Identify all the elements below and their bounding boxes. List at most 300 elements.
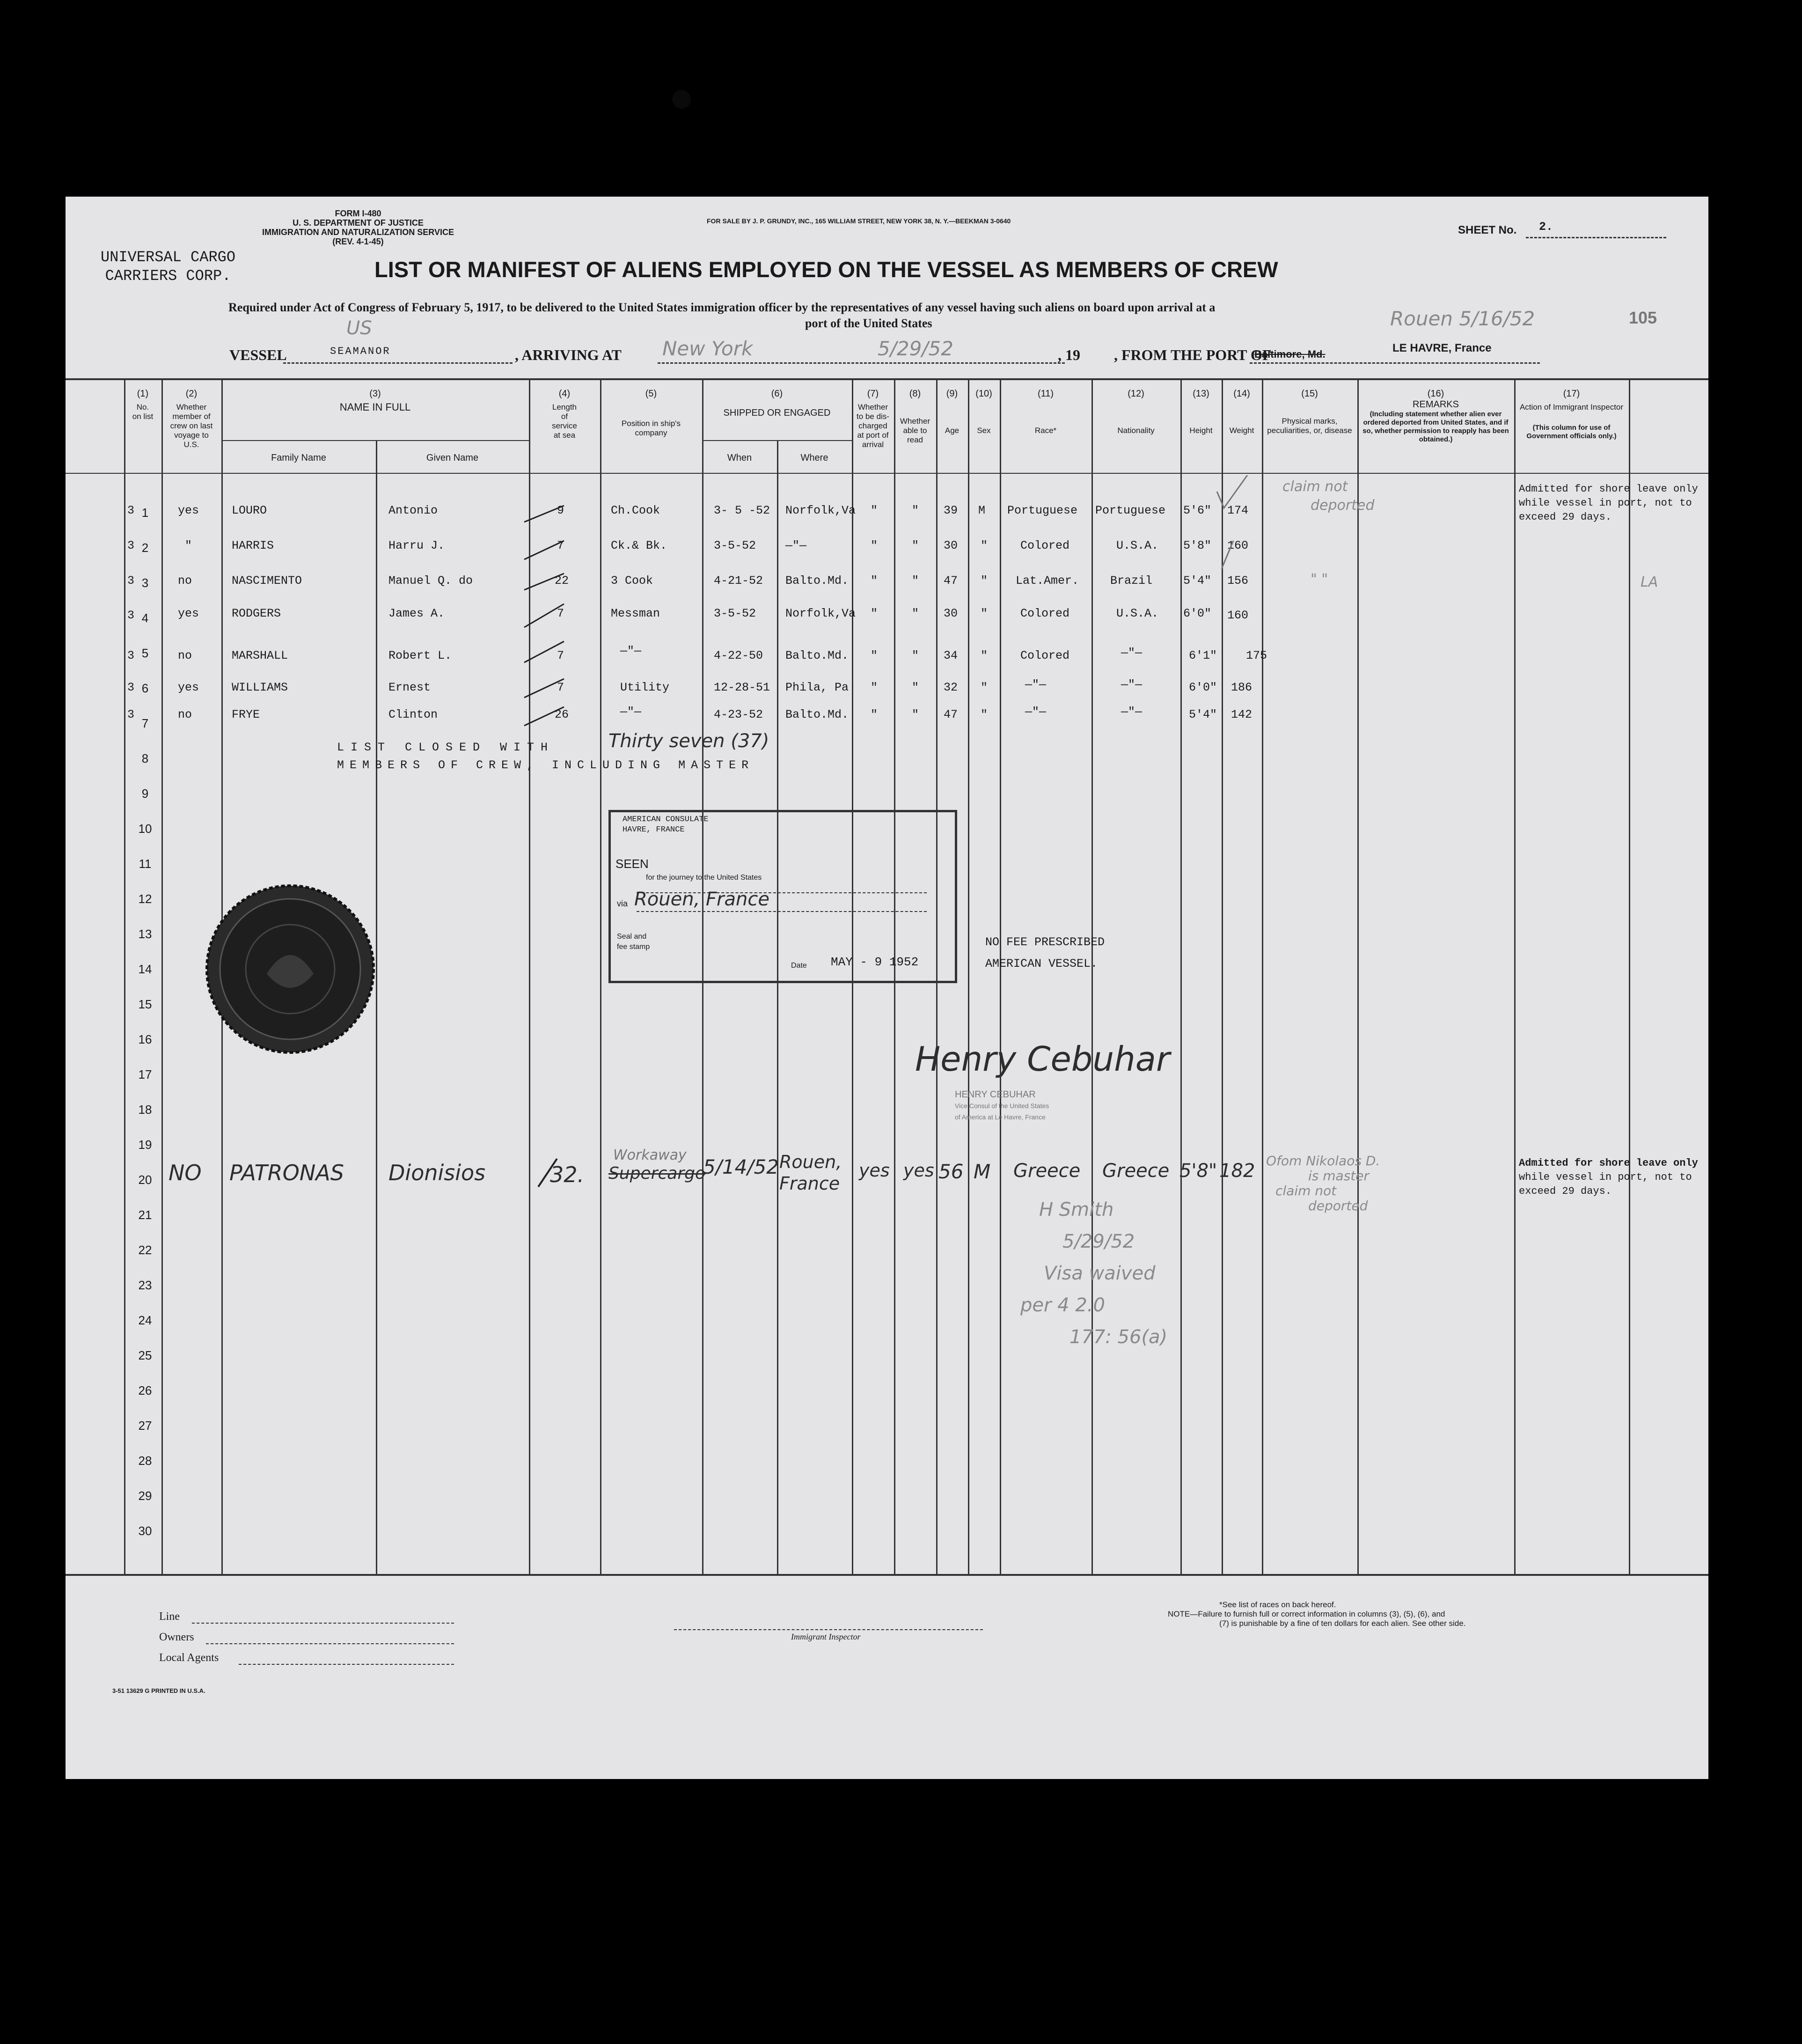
col-16-num: (16) — [1427, 389, 1444, 399]
position: —"— — [620, 705, 642, 719]
sex: M — [974, 1160, 991, 1183]
race: Colored — [1020, 539, 1070, 552]
footer-note-2: (7) is punishable by a fine of ten dollars for each alien. See other side. — [1219, 1619, 1466, 1628]
discharged: " — [871, 574, 878, 588]
col-10-num: (10) — [975, 389, 992, 399]
subtitle-line-2: port of the United States — [805, 316, 932, 330]
subheader-rule — [221, 440, 529, 441]
action-row20-line2: while vessel in port, not to — [1519, 1171, 1692, 1183]
race: —"— — [1025, 678, 1047, 691]
prev-voyage: yes — [178, 504, 199, 517]
age: 30 — [944, 539, 958, 552]
action-row20-line3: exceed 29 days. — [1519, 1185, 1612, 1197]
pencil-ticks-row3: " " — [1311, 571, 1328, 588]
able-to-read: yes — [903, 1160, 934, 1181]
consulate-journey: for the journey to the United States — [646, 874, 762, 882]
row-number: 18 — [138, 1103, 152, 1117]
races-note: *See list of races on back hereof. — [1219, 1600, 1336, 1609]
sheet-no-line — [1526, 237, 1666, 238]
pencil-note-row20-c: claim not — [1275, 1183, 1337, 1198]
pencil-note-row20-b: is master — [1308, 1168, 1370, 1184]
from-port-struck: Baltimore, Md. — [1254, 348, 1326, 360]
position: Ck.& Bk. — [611, 539, 667, 552]
from-port-hand: Rouen 5/16/52 — [1390, 307, 1535, 330]
col-13-title: Height — [1189, 426, 1213, 435]
height: 6'1" — [1189, 649, 1217, 662]
shipped-where: Balto.Md. — [785, 708, 849, 721]
consulate-via-line — [637, 911, 927, 912]
row-number: 26 — [138, 1383, 152, 1397]
shipped-where: Phila, Pa — [785, 681, 849, 694]
shipped-where-1: Rouen, — [779, 1152, 842, 1172]
year-label: , 19 — [1058, 346, 1080, 363]
sex: " — [981, 681, 988, 694]
col-2-num: (2) — [185, 389, 198, 399]
col-6-where: Where — [800, 453, 828, 463]
sex: " — [981, 539, 988, 552]
col-13-num: (13) — [1193, 389, 1209, 399]
from-label: , FROM THE PORT OF — [1114, 346, 1272, 363]
col-12-num: (12) — [1128, 389, 1144, 399]
printed-mark: 3-51 13629 G PRINTED IN U.S.A. — [112, 1687, 205, 1694]
able-to-read: " — [912, 504, 919, 517]
able-to-read: " — [912, 539, 919, 552]
col-8-title: Whether able to read — [900, 417, 930, 444]
inspector-sign-line — [674, 1629, 983, 1630]
row-number: 30 — [138, 1524, 152, 1538]
row-number: 17 — [138, 1067, 152, 1081]
row-number: 10 — [138, 822, 152, 836]
row-number: 15 — [138, 997, 152, 1011]
row-number: 2 — [141, 541, 149, 555]
weight: 160 — [1227, 609, 1249, 622]
arriving-port: New York — [662, 337, 753, 360]
row-number: 19 — [138, 1138, 152, 1152]
col-7-title: Whether to be dis-charged at port of arrival — [857, 403, 889, 449]
col-16-title: REMARKS — [1413, 399, 1459, 410]
consul-title-2: of America at Le Havre, France — [955, 1113, 1046, 1121]
col-10-title: Sex — [977, 426, 991, 435]
sex: " — [981, 574, 988, 588]
prev-voyage: NO — [168, 1160, 202, 1185]
row-number: 20 — [138, 1173, 152, 1187]
consulate-date: MAY - 9 1952 — [831, 955, 919, 969]
age: 39 — [944, 504, 958, 517]
col-3-given: Given Name — [426, 453, 479, 463]
position: Ch.Cook — [611, 504, 660, 517]
given-name: Ernest — [388, 681, 431, 694]
height: 5'8" — [1179, 1160, 1217, 1182]
row-prefix: 3 — [127, 504, 135, 517]
row-number: 5 — [141, 646, 149, 660]
col-1-num: (1) — [137, 389, 149, 399]
height: 5'4" — [1183, 574, 1212, 588]
header-bottom-rule — [66, 473, 1708, 474]
shipped-when: 3-5-52 — [714, 539, 756, 552]
action-row1-line3: exceed 29 days. — [1519, 511, 1612, 523]
age: 32 — [944, 681, 958, 694]
footer-agents-label: Local Agents — [159, 1652, 219, 1664]
shipped-when: 3- 5 -52 — [714, 504, 770, 517]
row-number: 24 — [138, 1313, 152, 1327]
height: 6'0" — [1183, 607, 1212, 620]
height: 5'6" — [1183, 504, 1212, 517]
col-17-note: (This column for use of Government officials only.) — [1526, 424, 1617, 440]
col-5-num: (5) — [645, 389, 657, 399]
col-rule — [161, 379, 163, 1575]
consul-typed-name: HENRY CEBUHAR — [955, 1089, 1036, 1100]
sheet-number: 2. — [1539, 220, 1553, 234]
row-number: 29 — [138, 1489, 152, 1503]
nationality: U.S.A. — [1116, 607, 1159, 620]
company-stamp-2: CARRIERS CORP. — [105, 267, 231, 285]
sex: " — [981, 649, 988, 662]
given-name: Robert L. — [388, 649, 452, 662]
row-number: 13 — [138, 927, 152, 941]
col-6-title: SHIPPED OR ENGAGED — [723, 408, 831, 418]
sea-service: 7 — [557, 607, 564, 620]
sex: " — [981, 607, 988, 620]
col-rule — [1091, 379, 1093, 1575]
col-2-title: Whether member of crew on last voyage to U.S. — [170, 403, 213, 449]
arriving-label: , ARRIVING AT — [515, 346, 622, 363]
list-closed-line1: LIST CLOSED WITH — [337, 741, 555, 754]
col-8-num: (8) — [909, 389, 921, 399]
top-hole — [672, 90, 691, 109]
row-prefix: 3 — [127, 539, 135, 552]
no-fee-line2: AMERICAN VESSEL. — [985, 957, 1098, 971]
col-rule — [1357, 379, 1359, 1575]
col-7-num: (7) — [867, 389, 879, 399]
given-name: James A. — [388, 607, 445, 620]
page-stamp: 105 — [1629, 308, 1657, 327]
prev-voyage: no — [178, 649, 192, 662]
list-closed-count: Thirty seven (37) — [608, 730, 769, 752]
weight: 175 — [1246, 649, 1267, 662]
col-rule — [1000, 379, 1001, 1575]
able-to-read: " — [912, 607, 919, 620]
weight: 160 — [1227, 539, 1249, 552]
family-name: RODGERS — [232, 607, 281, 620]
family-name: FRYE — [232, 708, 260, 721]
subheader-rule — [702, 440, 852, 441]
col-9-title: Age — [945, 426, 960, 435]
prev-voyage: no — [178, 574, 192, 588]
row-number: 7 — [141, 716, 149, 730]
col-rule — [1262, 379, 1263, 1575]
sea-service: 7 — [557, 539, 564, 552]
able-to-read: " — [912, 708, 919, 721]
consulate-via: via — [617, 899, 628, 908]
col-17-num: (17) — [1563, 389, 1580, 399]
row-number: 12 — [138, 892, 152, 906]
revision: (REV. 4-1-45) — [332, 237, 384, 246]
shipped-when: 12-28-51 — [714, 681, 770, 694]
discharged: " — [871, 607, 878, 620]
age: 47 — [944, 574, 958, 588]
nationality: Portuguese — [1095, 504, 1166, 517]
discharged: " — [871, 504, 878, 517]
nationality: —"— — [1121, 705, 1143, 719]
service-slash — [534, 1156, 562, 1189]
row-number: 9 — [141, 787, 149, 801]
given-name: Dionisios — [388, 1160, 486, 1185]
from-line — [1250, 362, 1540, 364]
seller-line: FOR SALE BY J. P. GRUNDY, INC., 165 WILLIAM STREET, NEW YORK 38, N. Y.—BEEKMAN 3-0640 — [707, 217, 1011, 225]
row-number: 21 — [138, 1208, 152, 1222]
subtitle-line-1: Required under Act of Congress of February 5, 1917, to be delivered to the United States immigration officer by the representatives of any vessel having such aliens on board upon arrival at a — [228, 301, 1216, 314]
discharged: yes — [859, 1160, 890, 1181]
given-name: Antonio — [388, 504, 438, 517]
row-number: 11 — [139, 857, 152, 871]
discharged: " — [871, 681, 878, 694]
shipped-where: Norfolk,Va — [785, 504, 856, 517]
position-struck: Supercargo — [608, 1164, 705, 1183]
col-3-family: Family Name — [271, 453, 326, 463]
inspector-initials: H Smith — [1039, 1199, 1114, 1221]
race: —"— — [1025, 705, 1047, 719]
height: 6'0" — [1189, 681, 1217, 694]
col-6-num: (6) — [771, 389, 783, 399]
visa-note-3: 177: 56(a) — [1069, 1326, 1168, 1348]
row-number: 3 — [141, 576, 149, 590]
row-number: 14 — [138, 962, 152, 976]
action-row1-line2: while vessel in port, not to — [1519, 497, 1692, 509]
nationality: —"— — [1121, 678, 1143, 691]
given-name: Harru J. — [388, 539, 445, 552]
age: 56 — [938, 1160, 964, 1183]
col-16-note: (Including statement whether alien ever ordered deported from United States, and if so, whether permission to reapply has been obtained.) — [1362, 410, 1509, 443]
sea-service: 9 — [557, 504, 564, 517]
family-name: HARRIS — [232, 539, 274, 552]
age: 34 — [944, 649, 958, 662]
consulate-date-label: Date — [791, 962, 807, 970]
table-top-rule — [66, 378, 1708, 380]
vessel-label: VESSEL — [229, 346, 287, 363]
able-to-read: " — [912, 574, 919, 588]
family-name: MARSHALL — [232, 649, 288, 662]
given-name: Clinton — [388, 708, 438, 721]
footer-owners-label: Owners — [159, 1631, 194, 1643]
pencil-initials-row3: LA — [1641, 574, 1658, 590]
row-prefix: 3 — [127, 609, 135, 622]
list-closed-line2: MEMBERS OF CREW, INCLUDING MASTER — [337, 758, 754, 772]
vessel-hand-note: US — [346, 317, 372, 339]
footer-line-blank — [192, 1623, 454, 1624]
family-name: LOURO — [232, 504, 267, 517]
shipped-when: 4-21-52 — [714, 574, 763, 588]
col-3-num: (3) — [369, 389, 381, 399]
able-to-read: " — [912, 649, 919, 662]
col-11-title: Race* — [1034, 426, 1057, 435]
row-prefix: 3 — [127, 574, 135, 588]
vessel-name: SEAMANOR — [330, 346, 391, 357]
consul-title-1: Vice Consul of the United States — [955, 1102, 1049, 1110]
no-fee-line1: NO FEE PRESCRIBED — [985, 935, 1105, 949]
action-row1-line1: Admitted for shore leave only — [1519, 483, 1698, 495]
row-number: 8 — [141, 751, 149, 765]
col-11-num: (11) — [1037, 389, 1054, 399]
race: Portuguese — [1007, 504, 1078, 517]
consul-signature: Henry Cebuhar — [915, 1039, 1170, 1079]
consulate-seal-1: Seal and — [617, 933, 647, 941]
weight: 182 — [1219, 1160, 1255, 1182]
row-number: 22 — [138, 1243, 152, 1257]
position: —"— — [620, 644, 642, 658]
department: U. S. DEPARTMENT OF JUSTICE — [293, 218, 424, 228]
pencil-note-row1-b: deported — [1311, 497, 1375, 514]
col-rule — [1180, 379, 1182, 1575]
pencil-note-row20-d: deported — [1308, 1198, 1368, 1213]
inspector-date: 5/29/52 — [1062, 1231, 1135, 1252]
consulate-head-1: AMERICAN CONSULATE — [623, 815, 709, 824]
col-3-title: NAME IN FULL — [339, 401, 411, 413]
race: Colored — [1020, 607, 1070, 620]
sea-service: 7 — [557, 649, 564, 662]
race: Lat.Amer. — [1016, 574, 1079, 588]
family-name: PATRONAS — [229, 1160, 344, 1185]
consulate-head-2: HAVRE, FRANCE — [623, 825, 685, 834]
row-number: 1 — [141, 506, 149, 520]
able-to-read: " — [912, 681, 919, 694]
arriving-line — [658, 362, 1065, 364]
sea-service: 26 — [555, 708, 569, 721]
footer-note-1: NOTE—Failure to furnish full or correct information in columns (3), (5), (6), and — [1168, 1610, 1445, 1618]
discharged: " — [871, 539, 878, 552]
sea-service: 32. — [550, 1162, 585, 1187]
inspector-label: Immigrant Inspector — [791, 1632, 861, 1641]
sea-service: 7 — [557, 681, 564, 694]
age: 47 — [944, 708, 958, 721]
shipped-when: 3-5-52 — [714, 607, 756, 620]
col-rule — [1514, 379, 1516, 1575]
col-9-num: (9) — [946, 389, 958, 399]
shipped-where-2: France — [779, 1173, 840, 1194]
position-new: Workaway — [613, 1147, 687, 1163]
embossed-seal — [201, 880, 379, 1058]
col-rule — [1629, 379, 1630, 1575]
col-5-title: Position in ship's company — [621, 419, 681, 437]
position: 3 Cook — [611, 574, 653, 588]
height: 5'8" — [1183, 539, 1212, 552]
col-rule — [968, 379, 969, 1575]
col-4-title: Length of service at sea — [552, 403, 577, 440]
row-number: 25 — [138, 1348, 152, 1362]
arrival-date: 5/29/52 — [878, 337, 953, 360]
weight: 156 — [1227, 574, 1249, 588]
consulate-seen: SEEN — [615, 857, 649, 871]
col-17-title: Action of Immigrant Inspector — [1519, 403, 1624, 412]
shipped-where: Balto.Md. — [785, 574, 849, 588]
row-prefix: 3 — [127, 649, 135, 662]
prev-voyage: " — [185, 539, 192, 552]
manifest-sheet — [66, 197, 1708, 1779]
prev-voyage: no — [178, 708, 192, 721]
col-14-title: Weight — [1229, 426, 1254, 435]
nationality: —"— — [1121, 646, 1143, 660]
col-rule — [777, 440, 778, 1575]
service: IMMIGRATION AND NATURALIZATION SERVICE — [262, 228, 454, 237]
shipped-where: Balto.Md. — [785, 649, 849, 662]
from-port-typed: LE HAVRE, France — [1392, 342, 1492, 354]
shipped-when: 5/14/52 — [703, 1155, 779, 1178]
nationality: U.S.A. — [1116, 539, 1159, 552]
col-rule — [124, 379, 125, 1575]
row-number: 16 — [138, 1032, 152, 1046]
weight: 142 — [1231, 708, 1253, 721]
discharged: " — [871, 708, 878, 721]
vessel-line — [283, 362, 513, 364]
position: Messman — [611, 607, 660, 620]
pencil-note-row20-a: Ofom Nikolaos D. — [1266, 1153, 1380, 1169]
age: 30 — [944, 607, 958, 620]
row-prefix: 3 — [127, 708, 135, 721]
row-number: 28 — [138, 1454, 152, 1468]
col-rule — [600, 379, 601, 1575]
race: Colored — [1020, 649, 1070, 662]
race: Greece — [1013, 1160, 1081, 1182]
consulate-via-hand: Rouen, France — [634, 889, 769, 910]
table-bottom-rule — [66, 1574, 1708, 1576]
company-stamp-1: UNIVERSAL CARGO — [101, 249, 236, 266]
prev-voyage: yes — [178, 607, 199, 620]
nationality: Brazil — [1110, 574, 1153, 588]
sheet-label: SHEET No. — [1458, 224, 1517, 236]
row-number: 23 — [138, 1278, 152, 1292]
sea-service: 22 — [555, 574, 569, 588]
weight: 186 — [1231, 681, 1253, 694]
given-name: Manuel Q. do — [388, 574, 473, 588]
height: 5'4" — [1189, 708, 1217, 721]
col-6-when: When — [727, 453, 752, 463]
form-number: FORM I-480 — [335, 209, 381, 218]
visa-note-2: per 4 2.0 — [1020, 1294, 1105, 1316]
shipped-where: —"— — [785, 539, 807, 552]
visa-note-1: Visa waived — [1044, 1263, 1156, 1284]
pencil-note-row1-a: claim not — [1282, 478, 1348, 495]
weight: 174 — [1227, 504, 1249, 517]
footer-agents-blank — [239, 1664, 454, 1665]
height-check-marks — [1208, 475, 1254, 583]
col-15-num: (15) — [1301, 389, 1318, 399]
row-prefix: 3 — [127, 681, 135, 694]
col-12-title: Nationality — [1117, 426, 1155, 435]
col-4-num: (4) — [558, 389, 571, 399]
family-name: WILLIAMS — [232, 681, 288, 694]
prev-voyage: yes — [178, 681, 199, 694]
col-14-num: (14) — [1233, 389, 1250, 399]
col-1-title: No. on list — [132, 403, 154, 421]
col-15-title: Physical marks, peculiarities, or, disease — [1267, 417, 1352, 435]
sex: " — [981, 708, 988, 721]
check-marks — [515, 492, 571, 735]
action-row20-line1: Admitted for shore leave only — [1519, 1157, 1698, 1169]
family-name: NASCIMENTO — [232, 574, 302, 588]
position: Utility — [620, 681, 670, 694]
shipped-when: 4-22-50 — [714, 649, 763, 662]
footer-line-label: Line — [159, 1610, 180, 1623]
discharged: " — [871, 649, 878, 662]
shipped-when: 4-23-52 — [714, 708, 763, 721]
row-number: 4 — [141, 611, 149, 625]
nationality: Greece — [1102, 1160, 1170, 1182]
manifest-title: LIST OR MANIFEST OF ALIENS EMPLOYED ON THE VESSEL AS MEMBERS OF CREW — [374, 257, 1278, 282]
footer-owners-blank — [206, 1643, 454, 1644]
row-number: 27 — [138, 1419, 152, 1433]
sex: M — [978, 504, 986, 517]
row-number: 6 — [141, 681, 149, 695]
shipped-where: Norfolk,Va — [785, 607, 856, 620]
